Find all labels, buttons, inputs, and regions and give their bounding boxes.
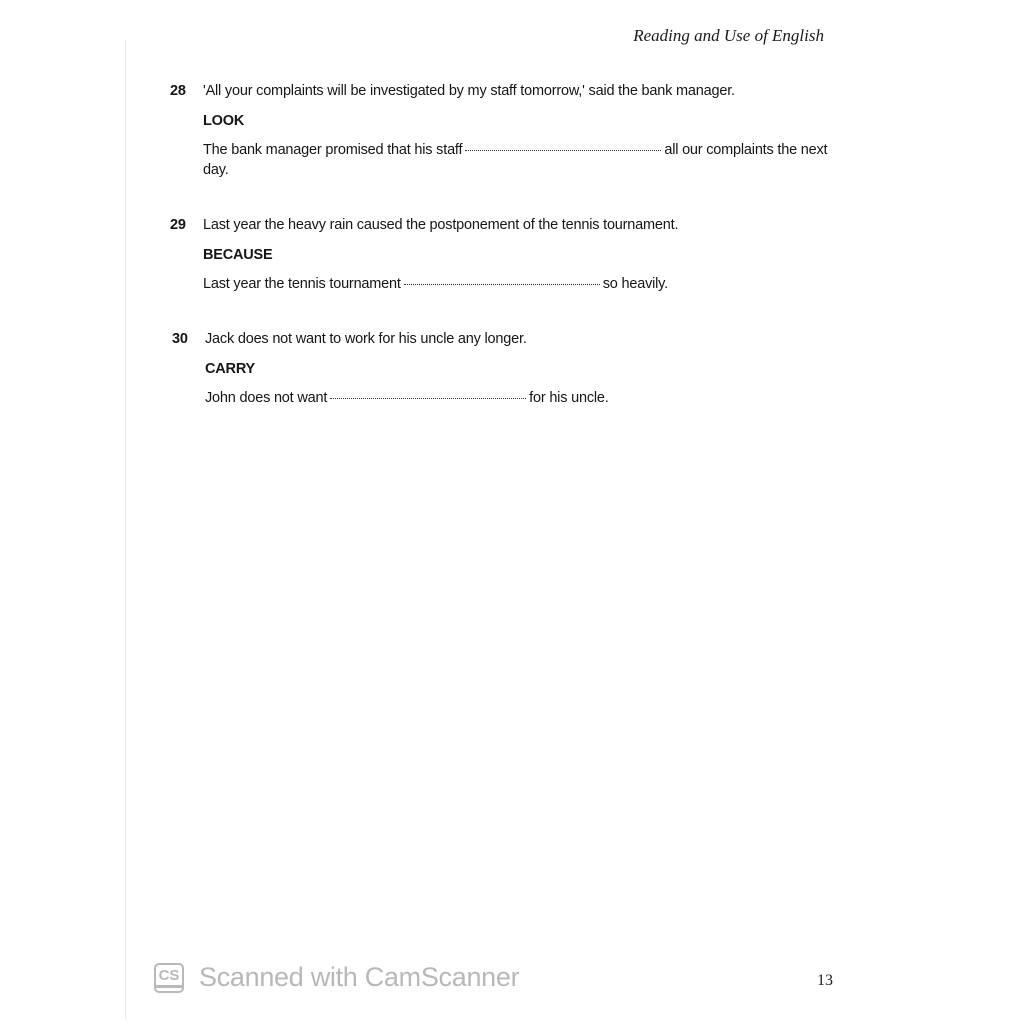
answer-before: Last year the tennis tournament: [203, 276, 401, 292]
question-number: 28: [170, 83, 186, 99]
question-sentence: 'All your complaints will be investigated by my staff tomorrow,' said the bank manager.: [203, 83, 735, 99]
question-keyword: LOOK: [203, 113, 245, 129]
answer-before: The bank manager promised that his staff: [203, 142, 463, 158]
question-28: [170, 81, 830, 180]
question-keyword: BECAUSE: [203, 247, 273, 263]
watermark-text: Scanned with CamScanner: [199, 962, 520, 992]
answer-before: John does not want: [205, 390, 328, 406]
answer-gap[interactable]: [404, 282, 600, 285]
answer-line: [203, 140, 830, 180]
question-29: [170, 215, 830, 294]
camscanner-logo-text: CS: [158, 966, 180, 984]
answer-after: for his uncle.: [529, 390, 609, 406]
question-30: [172, 329, 832, 408]
answer-gap[interactable]: [330, 396, 526, 399]
question-sentence: Jack does not want to work for his uncle any longer.: [205, 331, 527, 347]
answer-after: so heavily.: [602, 276, 668, 292]
question-number: 29: [170, 217, 186, 233]
camscanner-watermark: [154, 962, 519, 993]
page-edge-shadow: [125, 40, 126, 1020]
answer-after: all our complaints the next day.: [203, 142, 828, 178]
answer-gap[interactable]: [465, 148, 661, 151]
answer-line: [205, 388, 832, 408]
answer-line: [203, 274, 830, 294]
question-body: [205, 329, 832, 408]
page-number: 13: [817, 972, 833, 989]
question-body: [203, 215, 830, 294]
question-number: 30: [172, 331, 188, 347]
question-body: [203, 81, 830, 180]
camscanner-logo-icon: [154, 963, 184, 993]
question-sentence: Last year the heavy rain caused the postponement of the tennis tournament.: [203, 217, 679, 233]
question-keyword: CARRY: [205, 361, 256, 377]
running-header: Reading and Use of English: [633, 26, 824, 45]
